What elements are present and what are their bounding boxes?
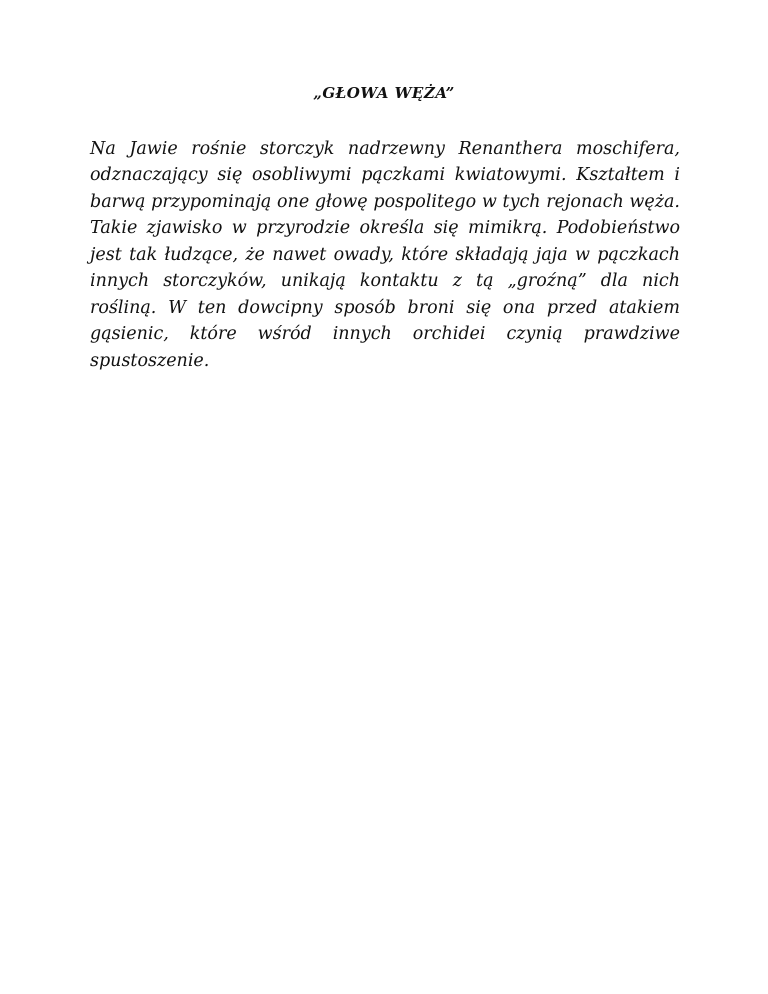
body-paragraph: Na Jawie rośnie storczyk nadrzewny Renanthera moschifera, odznaczający się osobliwymi pączkami kwiatowymi. Kształtem i barwą przypominają one głowę pospolitego w tych rejonach węża. Takie zjawisko w przyrodzie określa się mimikrą. Podobieństwo jest tak łudzące, że nawet owady, które składają jaja w pączkach innych storczyków, unikają kontaktu z tą „groźną” dla nich rośliną. W ten dowcipny sposób broni się ona przed atakiem gąsienic, które wśród innych orchidei czynią prawdziwe spustoszenie. — [90, 138, 680, 371]
document-title: „GŁOWA WĘŻA” — [313, 84, 455, 102]
